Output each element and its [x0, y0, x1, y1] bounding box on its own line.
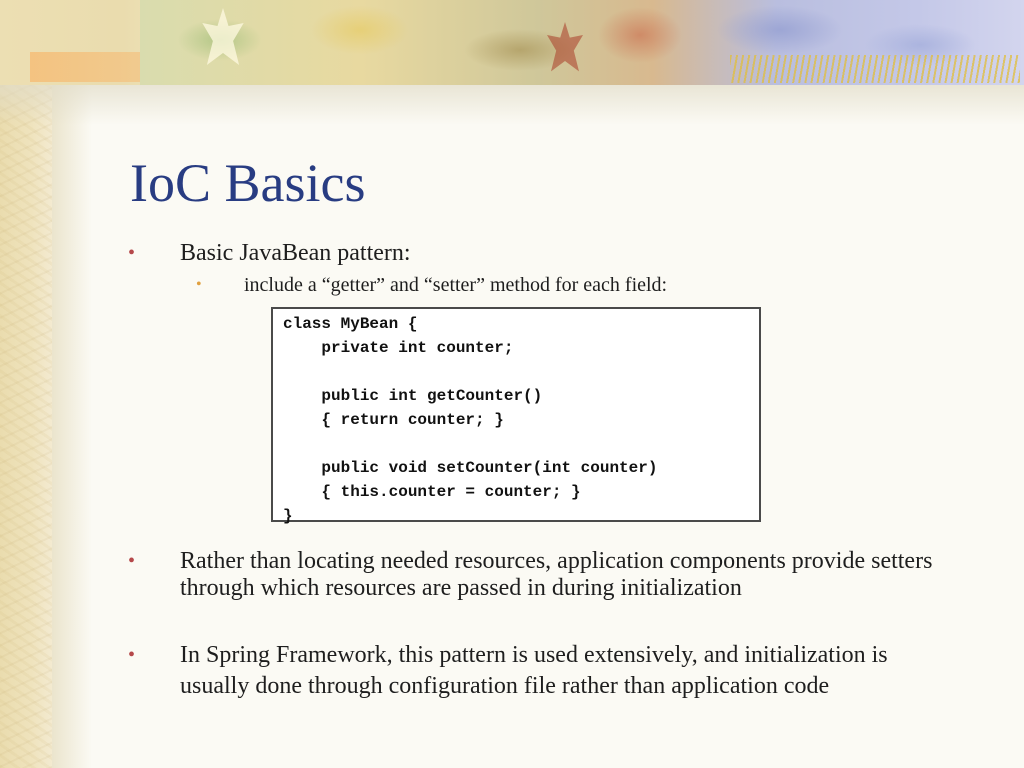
bullet-item	[128, 548, 940, 602]
bullet-icon: •	[128, 242, 136, 264]
sub-bullet-text: include a “getter” and “setter” method for each field:	[244, 274, 668, 296]
sub-bullet-item	[196, 272, 668, 298]
decorative-banner	[0, 0, 1024, 85]
bullet-icon: •	[128, 644, 136, 666]
bullet-icon: •	[128, 550, 136, 572]
bullet-text: Rather than locating needed resources, application components provide setters through which resources are passed in during initialization	[180, 548, 933, 601]
border-shadow	[52, 85, 92, 768]
wheat-decoration	[730, 55, 1020, 83]
bullet-item	[128, 640, 950, 702]
slide-title: IoC Basics	[130, 153, 366, 213]
bullet-item	[128, 240, 411, 267]
banner-shadow	[0, 85, 1024, 125]
sub-bullet-icon: •	[196, 276, 202, 293]
code-text: class MyBean { private int counter; public int getCounter() { return counter; } public void setCounter(int counter) { this.counter = counter; } }	[283, 315, 658, 525]
code-block	[271, 307, 761, 525]
bullet-text: In Spring Framework, this pattern is used extensively, and initialization is usually done through configuration file rather than application code	[180, 642, 888, 699]
bullet-text: Basic JavaBean pattern:	[180, 240, 411, 266]
